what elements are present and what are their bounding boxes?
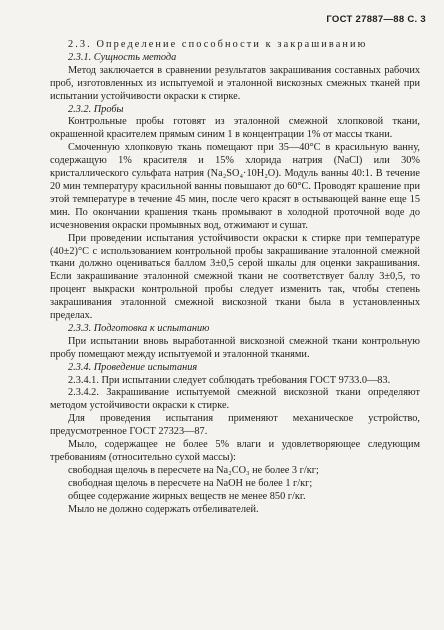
list-item-free-alkali-na2co3: свободная щелочь в пересчете на Na₂CO₃ не более 3 г/кг; xyxy=(68,464,319,476)
list-item-free-alkali-naoh: свободная щелочь в пересчете на NaOH не более 1 г/кг; xyxy=(68,477,313,489)
paragraph-washing-fastness: При проведении испытания устойчивости окраски к стирке при температуре (40±2)°С с использованием контрольной пробы закрашивание эталонной смежной ткани должно оцениваться баллом 3±0,5 серой шкалы для оценки закрашивания. Если закрашивание эталонной смежной ткани не соответствует баллу 3±0,5, то процент выкраски контрольной пробы следует изменить так, чтобы степень закрашивания эталонной смежной вискозной ткани была в установленных пределах. xyxy=(50,232,420,322)
section-heading-2-3: 2.3. Определение способности к закрашиванию xyxy=(68,39,368,50)
paragraph-control-samples: Контрольные пробы готовят из эталонной смежной хлопковой ткани, окрашенной красителем прямым синим 1 в концентрации 1% от массы ткани. xyxy=(50,116,420,141)
paragraph-2-3-4-2: 2.3.4.2. Закрашивание испытуемой смежной вискозной ткани определяют методом устойчивости окраски к стирке. xyxy=(50,387,420,412)
paragraph-equipment: Для проведения испытания применяют механическое устройство, предусмотренное ГОСТ 27323—87. xyxy=(50,413,420,438)
subsection-heading-2-3-1: 2.3.1. Сущность метода xyxy=(68,51,177,63)
paragraph-preparation: При испытании вновь выработанной вискозной смежной ткани контрольную пробу помещают между испытуемой и эталонной тканями. xyxy=(50,335,420,360)
paragraph-no-bleach: Мыло не должно содержать отбеливателей. xyxy=(68,503,259,515)
subsection-heading-2-3-3: 2.3.3. Подготовка к испытанию xyxy=(68,322,210,334)
list-item-fatty-substances: общее содержание жирных веществ не менее 850 г/кг. xyxy=(68,490,306,502)
paragraph-dyeing-procedure: Смоченную хлопковую ткань помещают при 35—40°С в красильную ванну, содержащую 1% красителя и 15% хлорида натрия (NaCl) или 30% кристаллического сульфата натрия (Na₂SO₄·10H₂O). Модуль ванны 40:1. В течение 20 мин температуру красильной ванны повышают до 60°С. Проводят крашение при этой температуре в течение 45 мин, после чего красят в остывающей ванне еще 15 мин. По окончании крашения ткань промывают в холодной проточной воде до исчезновения окраски промывных вод, отжимают и сушат. xyxy=(50,142,420,231)
paragraph-method-essence: Метод заключается в сравнении результатов закрашивания составных рабочих проб, изготовленных из испытуемой и эталонной вискозных смежных тканей при испытании устойчивости окраски к стирке. xyxy=(50,64,420,102)
subsection-heading-2-3-2: 2.3.2. Пробы xyxy=(68,103,124,115)
paragraph-2-3-4-1: 2.3.4.1. При испытании следует соблюдать требования ГОСТ 9733.0—83. xyxy=(68,374,391,386)
paragraph-soap-requirements: Мыло, содержащее не более 5% влаги и удовлетворяющее следующим требованиям (относительно сухой массы): xyxy=(50,439,420,463)
subsection-heading-2-3-4: 2.3.4. Проведение испытания xyxy=(68,361,198,373)
page-header: ГОСТ 27887—88 С. 3 xyxy=(326,14,426,25)
